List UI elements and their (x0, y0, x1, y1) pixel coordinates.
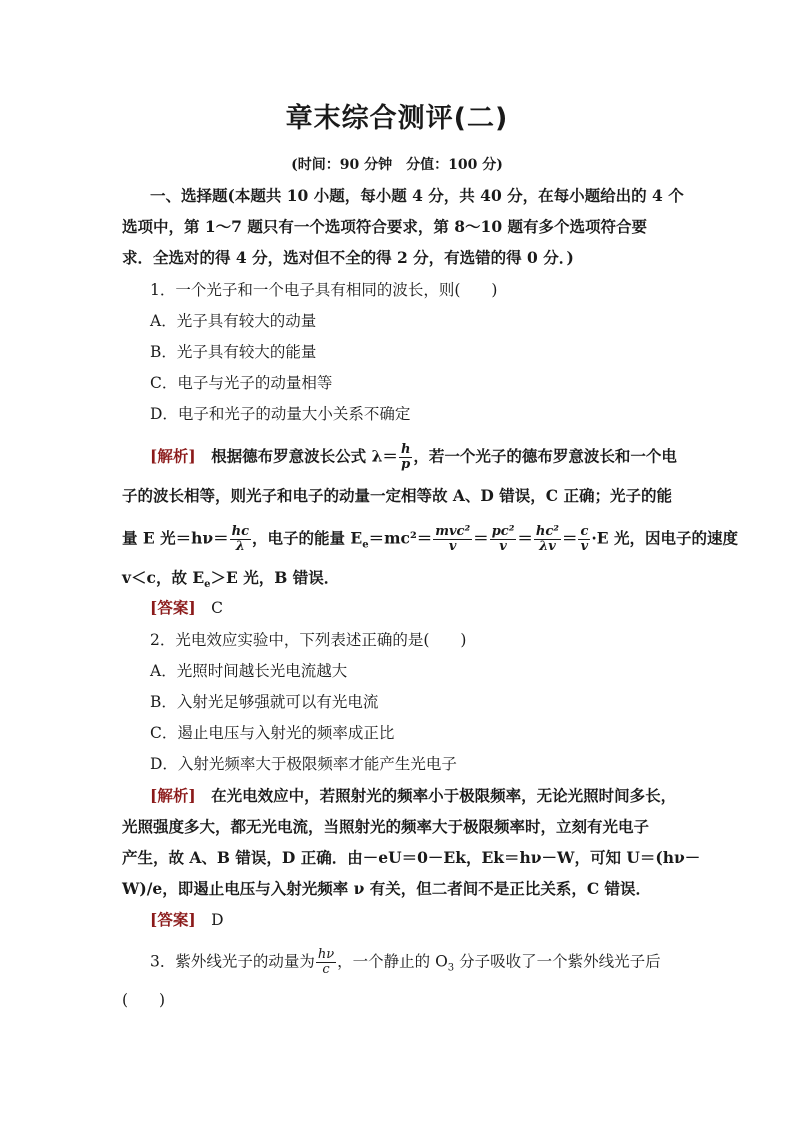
answer-1: [答案] C (150, 598, 224, 617)
question-2-option: C．遏止电压与入射光的频率成正比 (150, 724, 395, 742)
question-3-blank: ( ) (122, 991, 166, 1009)
fraction: $\frac{\text{pc²}}{v}$ (491, 524, 515, 554)
question-1-option: A．光子具有较大的动量 (150, 312, 317, 330)
analysis-tag: [解析] (150, 446, 196, 466)
question-1-stem: 1．一个光子和一个电子具有相同的波长，则( ) (150, 281, 498, 299)
question-2-option: A．光照时间越长光电流越大 (150, 662, 348, 680)
answer-tag: [答案] (150, 910, 196, 929)
fraction: $\frac{h\nu}{c}$ (317, 947, 335, 977)
page-subtitle: (时间：90 分钟 分值：100 分) (291, 157, 503, 173)
instructions-line: 一、选择题(本题共 10 小题，每小题 4 分，共 40 分，在每小题给出的 4 个 (150, 186, 684, 205)
analysis-1-line: 量 E 光＝hν＝ $\frac{hc}{\lambda}$ ，电子的能量 $E_e=mc^2=$ $\frac{\text{mvc²}}{v}$ ＝ $\frac{\text{pc²}}{v}$ ＝ $\frac{\text{hc²}}{\lambda v}$ ＝ $\frac{c}{v}$ ·E 光，因电子的速度 (122, 524, 739, 554)
page-title: 章末综合测评(二) (285, 103, 509, 134)
analysis-2-line: 产生，故 A、B 错误，D 正确．由－eU＝0－Ek，Ek＝hν－W，可知 U＝(hν－ (122, 848, 701, 867)
question-2-option: B．入射光足够强就可以有光电流 (150, 693, 379, 711)
question-2-option: D．入射光频率大于极限频率才能产生光电子 (150, 755, 457, 773)
question-3-stem: 3．紫外线光子的动量为 $\frac{h\nu}{c}$ ，一个静止的 $O_3$ 分子吸收了一个紫外线光子后 (150, 947, 661, 977)
answer-2: [答案] D (150, 910, 224, 929)
analysis-2-line: [解析] 在光电效应中，若照射光的频率小于极限频率，无论光照时间多长， (150, 786, 677, 805)
analysis-1-line: v＜c，故 $E_e>E$ 光，B 错误． (122, 568, 340, 591)
instructions-line: 选项中，第 1～7 题只有一个选项符合要求，第 8～10 题有多个选项符合要 (122, 217, 648, 236)
analysis-2-line: W)/e，即遏止电压与入射光频率 ν 有关，但二者间不是正比关系，C 错误． (122, 879, 652, 898)
analysis-1-line: [解析] 根据德布罗意波长公式 λ＝ $\frac{h}{p}$ ，若一个光子的德布罗意波长和一个电 (150, 442, 677, 472)
instructions-line: 求．全选对的得 4 分，选对但不全的得 2 分，有选错的得 0 分．) (122, 248, 574, 267)
question-1-option: D．电子和光子的动量大小关系不确定 (150, 405, 411, 423)
fraction: $\frac{h}{p}$ (400, 442, 411, 472)
fraction: $\frac{\text{mvc²}}{v}$ (435, 524, 471, 554)
analysis-1-line: 子的波长相等，则光子和电子的动量一定相等故 A、D 错误，C 正确；光子的能 (122, 486, 672, 505)
analysis-tag: [解析] (150, 786, 196, 805)
fraction: $\frac{\text{hc²}}{\lambda v}$ (535, 524, 559, 554)
question-2-stem: 2．光电效应实验中，下列表述正确的是( ) (150, 631, 467, 649)
fraction: $\frac{hc}{\lambda}$ (231, 524, 250, 554)
question-1-option: C．电子与光子的动量相等 (150, 374, 333, 392)
answer-tag: [答案] (150, 598, 196, 617)
analysis-2-line: 光照强度多大，都无光电流，当照射光的频率大于极限频率时，立刻有光电子 (122, 817, 650, 836)
fraction: $\frac{c}{v}$ (580, 524, 589, 554)
question-1-option: B．光子具有较大的能量 (150, 343, 317, 361)
